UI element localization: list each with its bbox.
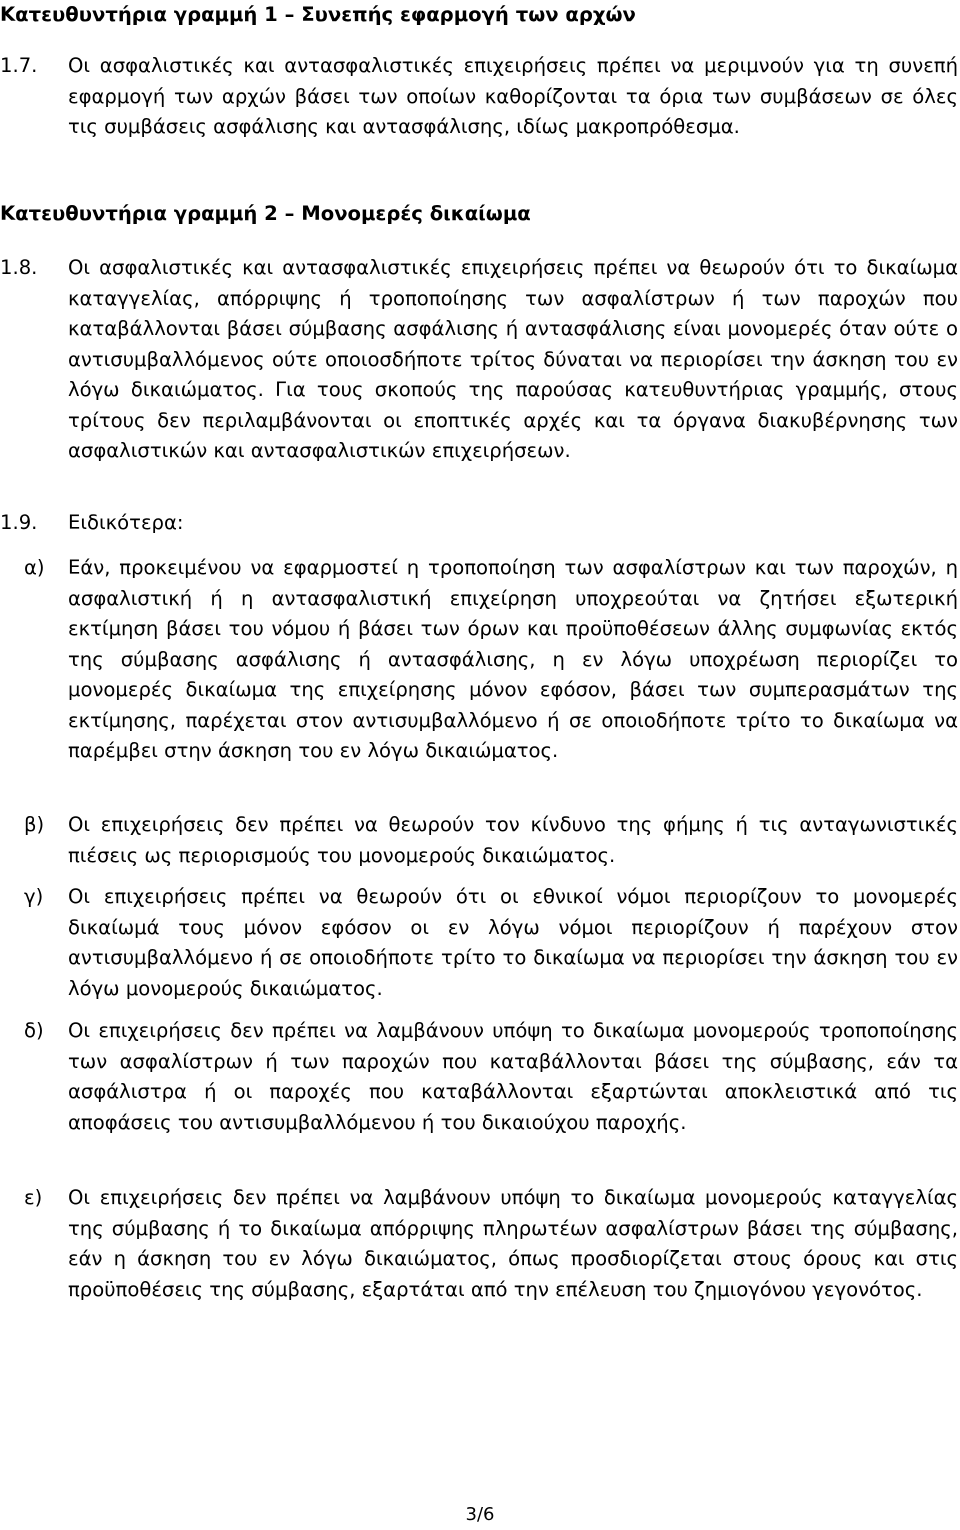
list-item-letter-c: γ) bbox=[24, 885, 44, 908]
paragraph-1-7: Οι ασφαλιστικές και αντασφαλιστικές επιχειρήσεις πρέπει να μεριμνούν για τη συνεπή εφαρμογή των αρχών βάσει των οποίων καθορίζονται τα όρια των συμβάσεων σε όλες τις συμβάσεις ασφάλισης και αντασφάλισης, ιδίως μακροπρόθεσμα. bbox=[68, 54, 958, 138]
section-heading-1: Κατευθυντήρια γραμμή 1 – Συνεπής εφαρμογή των αρχών bbox=[0, 3, 636, 26]
list-item-letter-d: δ) bbox=[24, 1019, 44, 1042]
list-item-letter-e: ε) bbox=[24, 1186, 43, 1209]
list-item-letter-a: α) bbox=[24, 556, 45, 579]
list-item-text-d: Οι επιχειρήσεις δεν πρέπει να λαμβάνουν υπόψη το δικαίωμα μονομερούς τροποποίησης των ασφαλίστρων ή των παροχών που καταβάλλονται βάσει της σύμβασης, εάν τα ασφάλιστρα ή οι παροχές που καταβάλλονται εξαρτώνται αποκλειστικά από τις αποφάσεις του αντισυμβαλλόμενου ή του δικαιούχου παροχής. bbox=[68, 1019, 958, 1134]
list-item-letter-b: β) bbox=[24, 813, 45, 836]
paragraph-number-1-9: 1.9. bbox=[0, 511, 38, 534]
list-item-text-e: Οι επιχειρήσεις δεν πρέπει να λαμβάνουν υπόψη το δικαίωμα μονομερούς καταγγελίας της σύμβασης ή το δικαίωμα απόρριψης πληρωτέων ασφαλίστρων βάσει της σύμβασης, εάν η άσκηση του εν λόγω δικαιώματος, όπως προσδιορίζεται στους όρους και στις προϋποθέσεις της σύμβασης, εξαρτάται από την επέλευση του ζημιογόνου γεγονότος. bbox=[68, 1186, 958, 1301]
section-heading-2: Κατευθυντήρια γραμμή 2 – Μονομερές δικαίωμα bbox=[0, 202, 531, 225]
list-item-text-b: Οι επιχειρήσεις δεν πρέπει να θεωρούν τον κίνδυνο της φήμης ή τις ανταγωνιστικές πιέσεις ως περιορισμούς του μονομερούς δικαιώματος. bbox=[68, 813, 958, 867]
list-item-text-c: Οι επιχειρήσεις πρέπει να θεωρούν ότι οι εθνικοί νόμοι περιορίζουν το μονομερές δικαίωμά τους μόνον εφόσον οι εν λόγω νόμοι περιορίζουν ή παρέχουν στον αντισυμβαλλόμενο ή σε οποιοδήποτε τρίτο το δικαίωμα να περιορίσει την άσκηση του εν λόγω μονομερούς δικαιώματος. bbox=[68, 885, 958, 1000]
paragraph-number-1-7: 1.7. bbox=[0, 54, 38, 77]
paragraph-1-8: Οι ασφαλιστικές και αντασφαλιστικές επιχειρήσεις πρέπει να θεωρούν ότι το δικαίωμα καταγγελίας, απόρριψης ή τροποποίησης των ασφαλίστρων ή των παροχών που καταβάλλονται βάσει σύμβασης ασφάλισης ή αντασφάλισης είναι μονομερές όταν ούτε ο αντισυμβαλλόμενος ούτε οποιοσδήποτε τρίτος δύναται να περιορίσει την άσκηση του εν λόγω δικαιώματος. Για τους σκοπούς της παρούσας κατευθυντήριας γραμμής, στους τρίτους δεν περιλαμβάνονται οι εποπτικές αρχές και τα όργανα διακυβέρνησης των ασφαλιστικών και αντασφαλιστικών επιχειρήσεων. bbox=[68, 256, 958, 462]
paragraph-number-1-8: 1.8. bbox=[0, 256, 38, 279]
list-item-text-a: Εάν, προκειμένου να εφαρμοστεί η τροποποίηση των ασφαλίστρων και των παροχών, η ασφαλιστική ή η αντασφαλιστική επιχείρηση υποχρεούται να ζητήσει εξωτερική εκτίμηση βάσει του νόμου ή βάσει των όρων και προϋποθέσεων άλλης συμφωνίας εκτός της σύμβασης ασφάλισης ή αντασφάλισης, η εν λόγω υποχρέωση περιορίζει το μονομερές δικαίωμα της επιχείρησης μόνον εφόσον, βάσει των συμπερασμάτων της εκτίμησης, παρέχεται στον αντισυμβαλλόμενο ή σε οποιοδήποτε τρίτο το δικαίωμα να παρέμβει στην άσκηση του εν λόγω δικαιώματος. bbox=[68, 556, 958, 762]
page-number: 3/6 bbox=[465, 1504, 495, 1525]
paragraph-1-9-intro: Ειδικότερα: bbox=[68, 511, 184, 534]
